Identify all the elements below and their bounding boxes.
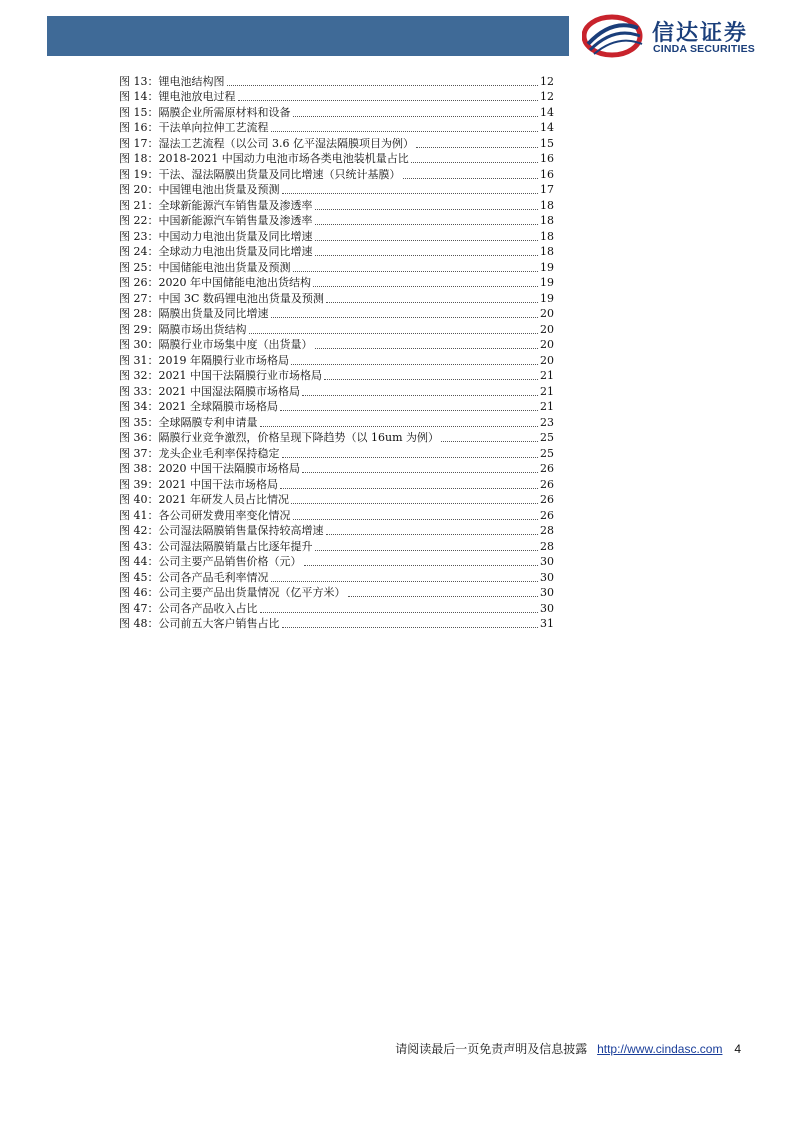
toc-entry-page: 19 [540,276,554,289]
toc-entry-label: 图 21：全球新能源汽车销售量及渗透率 [119,198,313,212]
toc-entry-label: 图 39：2021 中国干法市场格局 [119,477,278,491]
toc-leader-dots [293,271,539,272]
toc-leader-dots [291,364,538,365]
toc-entry-label: 图 42：公司湿法隔膜销售量保持较高增速 [119,524,324,537]
toc-entry-page: 18 [540,198,554,212]
toc-leader-dots [315,348,539,349]
toc-entry[interactable] [119,585,554,601]
toc-leader-dots [238,100,539,101]
toc-leader-dots [282,193,539,194]
toc-entry-label: 图 47：公司各产品收入占比 [119,601,258,615]
toc-leader-dots [441,441,538,442]
toc-entry[interactable] [119,182,554,198]
toc-leader-dots [291,503,538,504]
toc-entry[interactable] [119,600,554,616]
toc-leader-dots [271,317,539,318]
toc-entry[interactable] [119,135,554,151]
toc-leader-dots [313,286,538,287]
toc-entry[interactable] [119,538,554,554]
toc-entry[interactable] [119,445,554,461]
toc-entry-label: 图 45：公司各产品毛利率情况 [119,570,269,584]
toc-entry-label: 图 24：全球动力电池出货量及同比增速 [119,245,313,258]
toc-leader-dots [315,209,539,210]
toc-entry[interactable] [119,228,554,244]
toc-entry-label: 图 31：2019 年隔膜行业市场格局 [119,353,289,367]
toc-entry-label: 图 28：隔膜出货量及同比增速 [119,307,269,320]
toc-entry-page: 19 [540,260,554,274]
toc-leader-dots [348,596,539,597]
toc-entry[interactable] [119,492,554,508]
toc-entry[interactable] [119,461,554,477]
brand-name-en: CINDA SECURITIES [653,43,755,55]
toc-entry-page: 26 [540,477,554,491]
toc-entry-page: 25 [540,446,554,460]
toc-entry-label: 图 38：2020 中国干法隔膜市场格局 [119,462,300,475]
toc-entry-page: 20 [540,307,554,320]
toc-entry-label: 图 18：2018-2021 中国动力电池市场各类电池装机量占比 [119,152,409,165]
toc-entry[interactable] [119,259,554,275]
toc-entry[interactable] [119,569,554,585]
page-footer [395,1040,741,1057]
toc-entry-label: 图 13：锂电池结构图 [119,74,225,88]
toc-entry-page: 23 [540,415,554,429]
toc-entry-page: 20 [540,322,554,336]
toc-leader-dots [282,457,539,458]
toc-entry-page: 18 [540,214,554,227]
toc-leader-dots [416,147,538,148]
toc-entry-page: 28 [540,539,554,553]
toc-entry-page: 21 [540,384,554,398]
toc-entry-label: 图 48：公司前五大客户销售占比 [119,617,280,630]
toc-leader-dots [315,550,539,551]
toc-entry[interactable] [119,306,554,322]
toc-entry[interactable] [119,73,554,89]
toc-entry[interactable] [119,352,554,368]
toc-entry-page: 18 [540,229,554,243]
toc-entry-label: 图 30：隔膜行业市场集中度（出货量） [119,338,313,351]
toc-leader-dots [315,240,539,241]
brand-name-cn: 信达证券 [652,21,749,46]
toc-entry-page: 20 [540,338,554,351]
toc-leader-dots [293,519,539,520]
toc-entry-label: 图 46：公司主要产品出货量情况（亿平方米） [119,586,346,599]
toc-entry[interactable] [119,166,554,182]
toc-entry[interactable] [119,321,554,337]
toc-entry-page: 12 [540,74,554,88]
toc-entry-label: 图 40：2021 年研发人员占比情况 [119,493,289,506]
toc-entry-page: 26 [540,493,554,506]
toc-entry-label: 图 44：公司主要产品销售价格（元） [119,555,302,568]
toc-leader-dots [271,131,539,132]
toc-entry[interactable] [119,275,554,291]
toc-entry-page: 20 [540,353,554,367]
cinda-logo [580,12,780,60]
toc-leader-dots [293,116,539,117]
footer-disclaimer: 请阅读最后一页免责声明及信息披露 [395,1042,588,1056]
toc-leader-dots [403,178,539,179]
toc-entry-page: 16 [540,167,554,181]
toc-entry-page: 12 [540,90,554,103]
toc-leader-dots [271,581,539,582]
toc-entry-page: 31 [540,617,554,630]
toc-entry-label: 图 43：公司湿法隔膜销量占比逐年提升 [119,539,313,553]
toc-entry[interactable] [119,523,554,539]
figure-list [119,73,554,631]
toc-entry-label: 图 27：中国 3C 数码锂电池出货量及预测 [119,291,324,305]
toc-leader-dots [280,488,538,489]
toc-entry-page: 21 [540,369,554,382]
cinda-logo-mark-icon [582,14,644,58]
toc-leader-dots [315,255,539,256]
toc-entry-label: 图 25：中国储能电池出货量及预测 [119,260,291,274]
toc-leader-dots [326,302,538,303]
toc-entry-page: 14 [540,121,554,134]
toc-entry-label: 图 22：中国新能源汽车销售量及渗透率 [119,214,313,227]
toc-entry-page: 14 [540,105,554,119]
toc-entry-page: 16 [540,152,554,165]
toc-entry-label: 图 35：全球隔膜专利申请量 [119,415,258,429]
header-bar [47,16,569,56]
toc-leader-dots [260,612,539,613]
toc-entry-label: 图 32：2021 中国干法隔膜行业市场格局 [119,369,322,382]
toc-leader-dots [282,627,539,628]
toc-leader-dots [326,534,539,535]
toc-entry[interactable] [119,244,554,260]
toc-leader-dots [280,410,538,411]
toc-entry[interactable] [119,213,554,229]
toc-entry[interactable] [119,337,554,353]
toc-entry[interactable] [119,151,554,167]
toc-leader-dots [227,85,539,86]
toc-leader-dots [315,224,539,225]
toc-entry-page: 30 [540,586,554,599]
toc-entry-label: 图 23：中国动力电池出货量及同比增速 [119,229,313,243]
toc-entry[interactable] [119,507,554,523]
toc-entry-page: 30 [540,601,554,615]
toc-entry-label: 图 26：2020 年中国储能电池出货结构 [119,276,311,289]
toc-entry-label: 图 19：干法、湿法隔膜出货量及同比增速（只统计基膜） [119,167,401,181]
footer-url-link[interactable]: http://www.cindasc.com [597,1042,723,1056]
toc-entry-page: 21 [540,400,554,413]
toc-leader-dots [411,162,538,163]
toc-entry[interactable] [119,399,554,415]
toc-entry[interactable] [119,89,554,105]
toc-entry-label: 图 20：中国锂电池出货量及预测 [119,183,280,196]
toc-entry-label: 图 16：干法单向拉伸工艺流程 [119,121,269,134]
toc-entry[interactable] [119,430,554,446]
toc-entry[interactable] [119,383,554,399]
toc-entry-label: 图 17：湿法工艺流程（以公司 3.6 亿平湿法隔膜项目为例） [119,136,414,150]
toc-entry[interactable] [119,368,554,384]
toc-entry[interactable] [119,554,554,570]
toc-entry-label: 图 29：隔膜市场出货结构 [119,322,247,336]
toc-entry-label: 图 41：各公司研发费用率变化情况 [119,508,291,522]
toc-entry-page: 18 [540,245,554,258]
toc-entry-page: 28 [540,524,554,537]
toc-entry-page: 15 [540,136,554,150]
toc-entry-label: 图 33：2021 中国湿法隔膜市场格局 [119,384,300,398]
toc-entry-page: 30 [540,570,554,584]
toc-entry[interactable] [119,616,554,632]
toc-leader-dots [302,395,538,396]
toc-entry-page: 30 [540,555,554,568]
toc-leader-dots [324,379,538,380]
toc-entry[interactable] [119,197,554,213]
toc-entry[interactable] [119,476,554,492]
toc-leader-dots [304,565,539,566]
toc-entry-page: 17 [540,183,554,196]
toc-entry-page: 26 [540,462,554,475]
toc-entry-page: 25 [540,431,554,444]
toc-entry-label: 图 36：隔膜行业竞争激烈，价格呈现下降趋势（以 16um 为例） [119,431,439,444]
toc-entry[interactable] [119,104,554,120]
toc-entry-page: 26 [540,508,554,522]
toc-leader-dots [302,472,538,473]
toc-entry[interactable] [119,414,554,430]
toc-entry[interactable] [119,290,554,306]
toc-entry-label: 图 37：龙头企业毛利率保持稳定 [119,446,280,460]
toc-leader-dots [260,426,539,427]
toc-entry-page: 19 [540,291,554,305]
toc-entry[interactable] [119,120,554,136]
toc-leader-dots [249,333,539,334]
toc-entry-label: 图 34：2021 全球隔膜市场格局 [119,400,278,413]
toc-entry-label: 图 15：隔膜企业所需原材料和设备 [119,105,291,119]
page-number: 4 [734,1042,741,1056]
toc-entry-label: 图 14：锂电池放电过程 [119,90,236,103]
